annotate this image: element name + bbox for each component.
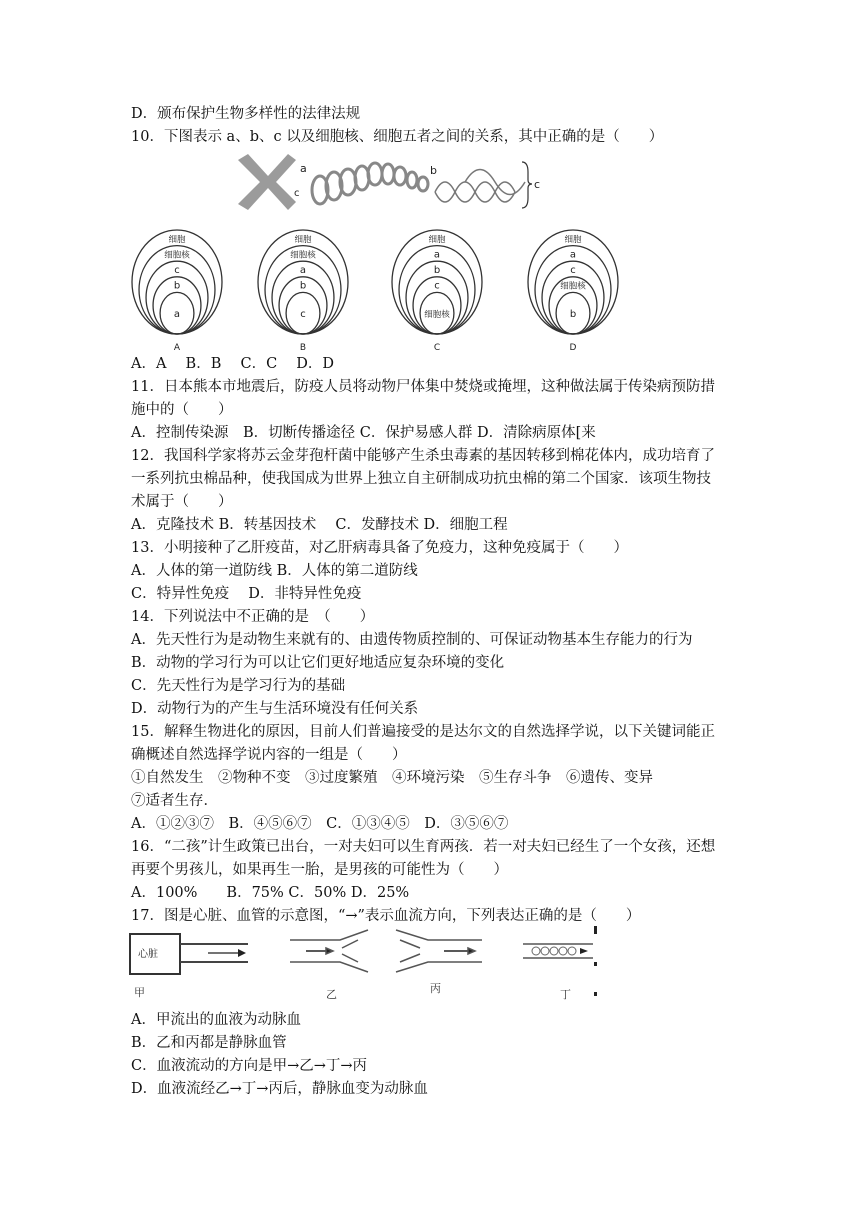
layer-label: b bbox=[569, 309, 577, 321]
layer-label: 细胞 bbox=[564, 234, 582, 245]
chrom-label-b: b bbox=[430, 164, 437, 177]
coiled-chromatin-icon bbox=[312, 163, 428, 204]
layer-label: b bbox=[299, 280, 307, 292]
heart-label: 心脏 bbox=[138, 949, 158, 960]
q15-keywords: ①自然发生 ②物种不变 ③过度繁殖 ④环境污染 ⑤生存斗争 ⑥遗传、变异 bbox=[131, 770, 653, 786]
vessel-yi bbox=[290, 930, 368, 1001]
option-b-diagram bbox=[258, 230, 348, 353]
q15-stem: 15．解释生物进化的原因，目前人们普遍接受的是达尔文的自然选择学说，以下关键词能正 bbox=[131, 724, 715, 740]
q12-stem-end: 术属于（ ） bbox=[131, 494, 233, 510]
q16-options: A．100% B．75% C．50% D．25% bbox=[131, 885, 410, 901]
option-letter: D bbox=[569, 343, 577, 353]
q17-stem: 17．图是心脏、血管的示意图，“→”表示血流方向，下列表达正确的是（ ） bbox=[131, 908, 641, 924]
layer-label: a bbox=[173, 309, 181, 321]
option-d-diagram bbox=[528, 230, 618, 353]
layer-label: 细胞核 bbox=[424, 310, 450, 321]
layer-label: b bbox=[173, 280, 181, 292]
layer-label: c bbox=[570, 265, 576, 276]
layer-label: c bbox=[300, 309, 306, 321]
layer-label: 细胞 bbox=[168, 234, 186, 245]
q10-options-figure bbox=[125, 226, 625, 356]
q11-stem-cont: 施中的（ ） bbox=[131, 402, 233, 418]
label-yi: 乙 bbox=[326, 988, 337, 1001]
chromosome-x-icon bbox=[238, 154, 296, 210]
q17-option-d: D．血液流经乙→丁→丙后，静脉血变为动脉血 bbox=[131, 1081, 428, 1097]
q9-option-d: D．颁布保护生物多样性的法律法规 bbox=[131, 106, 361, 122]
label-jia: 甲 bbox=[134, 986, 145, 999]
chrom-label-a: a bbox=[300, 162, 307, 175]
layer-label: b bbox=[433, 265, 441, 276]
option-letter: B bbox=[299, 343, 307, 353]
q14-stem: 14．下列说法中不正确的是 （ ） bbox=[131, 609, 375, 625]
label-ding: 丁 bbox=[560, 988, 571, 1001]
layer-label: 细胞核 bbox=[290, 250, 316, 261]
layer-label: a bbox=[569, 249, 577, 261]
q14-option-a: A．先天性行为是动物生来就有的、由遗传物质控制的、可保证动物基本生存能力的行为 bbox=[131, 632, 693, 648]
layer-label: 细胞 bbox=[428, 234, 446, 245]
q11-stem: 11．日本熊本市地震后，防疫人员将动物尸体集中焚烧或掩埋，这种做法属于传染病预防措 bbox=[131, 379, 715, 395]
q10-stem: 10．下图表示 a、b、c 以及细胞核、细胞五者之间的关系，其中正确的是（ ） bbox=[131, 129, 664, 145]
q14-option-c: C．先天性行为是学习行为的基础 bbox=[131, 678, 346, 694]
q12-stem-cont: 一系列抗虫棉品种，使我国成为世界上独立自主研制成功抗虫棉的第二个国家．该项生物技 bbox=[131, 471, 711, 487]
layer-label: a bbox=[299, 265, 307, 276]
q12-options: A．克隆技术 B．转基因技术 C．发酵技术 D．细胞工程 bbox=[131, 517, 508, 533]
option-letter: C bbox=[433, 343, 441, 353]
option-letter: A bbox=[173, 343, 181, 353]
q14-option-d: D．动物行为的产生与生活环境没有任何关系 bbox=[131, 701, 419, 717]
q11-options: A．控制传染源 B．切断传播途径 C．保护易感人群 D．清除病原体[来 bbox=[131, 425, 596, 441]
q17-vessels-figure bbox=[128, 926, 608, 1006]
q13-options-ab: A．人体的第一道防线 B．人体的第二道防线 bbox=[131, 563, 418, 579]
layer-label: 细胞核 bbox=[164, 250, 190, 261]
q16-stem-cont: 再要个男孩儿，如果再生一胎，是男孩的可能性为（ ） bbox=[131, 862, 508, 878]
vessel-ding bbox=[523, 926, 597, 1001]
layer-label: 细胞 bbox=[294, 234, 312, 245]
q14-option-b: B．动物的学习行为可以让它们更好地适应复杂环境的变化 bbox=[131, 655, 505, 671]
layer-label: a bbox=[433, 249, 441, 261]
chrom-label-c-small: c bbox=[294, 188, 300, 199]
q12-stem: 12．我国科学家将苏云金芽孢杆菌中能够产生杀虫毒素的基因转移到棉花体内，成功培育了 bbox=[131, 448, 715, 464]
chrom-label-c: c bbox=[534, 178, 541, 191]
q13-stem: 13．小明接种了乙肝疫苗，对乙肝病毒具备了免疫力，这种免疫属于（ ） bbox=[131, 540, 628, 556]
layer-label: c bbox=[174, 265, 180, 276]
q15-options: A．①②③⑦ B．④⑤⑥⑦ C．①③④⑤ D．③⑤⑥⑦ bbox=[131, 816, 509, 832]
label-bing: 丙 bbox=[430, 982, 441, 995]
option-a-diagram bbox=[132, 230, 222, 353]
q16-stem: 16．“二孩”计生政策已出台，一对夫妇可以生育两孩．若一对夫妇已经生了一个女孩，还想 bbox=[131, 839, 716, 855]
q15-stem-cont: 确概述自然选择学说内容的一组是（ ） bbox=[131, 747, 407, 763]
dna-helix-icon bbox=[435, 170, 525, 203]
heart-vessel-jia bbox=[130, 934, 248, 999]
q15-keywords-cont: ⑦适者生存． bbox=[131, 793, 218, 809]
q10-options: A．A B．B C．C D．D bbox=[131, 356, 335, 372]
layer-label: c bbox=[434, 280, 440, 292]
vessel-bing bbox=[396, 930, 482, 995]
q17-option-c: C．血液流动的方向是甲→乙→丁→丙 bbox=[131, 1058, 368, 1074]
layer-label: 细胞核 bbox=[560, 281, 586, 292]
q13-options-cd: C．特异性免疫 D．非特异性免疫 bbox=[131, 586, 362, 602]
option-c-diagram bbox=[392, 230, 482, 353]
q17-option-a: A．甲流出的血液为动脉血 bbox=[131, 1012, 301, 1028]
q10-chromosome-figure bbox=[230, 152, 550, 220]
q17-option-b: B．乙和丙都是静脉血管 bbox=[131, 1035, 287, 1051]
